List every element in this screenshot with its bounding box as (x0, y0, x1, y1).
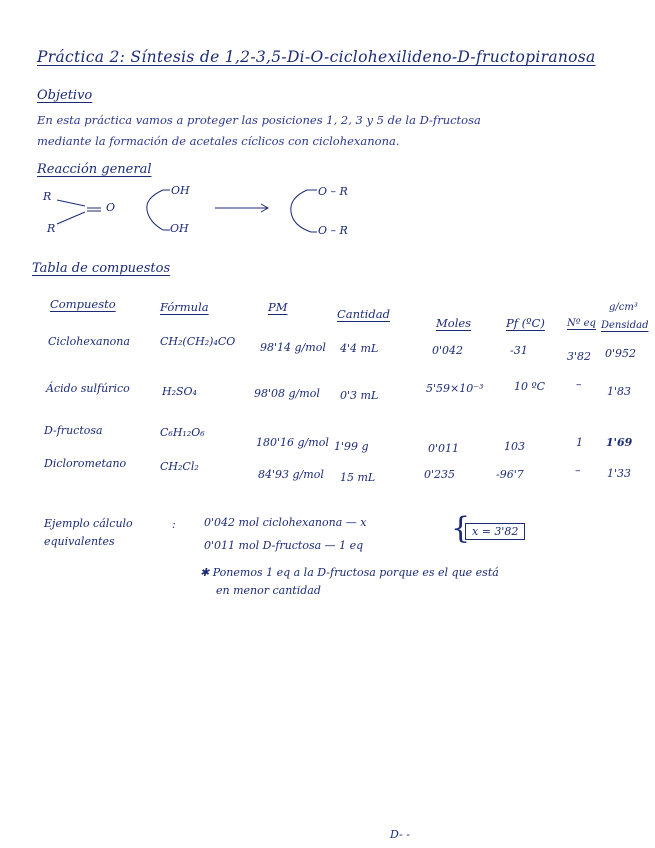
table-row-2-pf: 10 ºC (514, 380, 546, 393)
diol-oh-top: OH (171, 184, 190, 197)
header-moles: Moles (436, 316, 472, 330)
calculo-note-1: ✱ Ponemos 1 eq a la D-fructosa porque es el que está (200, 566, 499, 579)
header-compuesto: Compuesto (50, 297, 116, 311)
reagent-r-bottom: R (47, 222, 56, 235)
diol-oh-bottom: OH (170, 222, 189, 235)
table-row-2-cantidad: 0'3 mL (340, 389, 379, 402)
tabla-heading: Tabla de compuestos (32, 261, 171, 276)
calculo-colon: : (172, 518, 176, 531)
table-row-2-formula: H₂SO₄ (162, 385, 197, 398)
calculo-line-2: 0'011 mol D-fructosa — 1 eq (204, 539, 364, 552)
header-densidad: Densidad (601, 320, 649, 331)
acetal-or-bottom: O – R (318, 224, 348, 237)
acetal-or-top: O – R (318, 185, 348, 198)
reagent-r-top: R (43, 190, 52, 203)
table-row-1-pf: -31 (510, 344, 528, 357)
header-pf: Pf (ºC) (506, 316, 545, 330)
objetivo-line-2: mediante la formación de acetales cíclicos con ciclohexanona. (37, 134, 400, 148)
objetivo-line-1: En esta práctica vamos a proteger las posiciones 1, 2, 3 y 5 de la D-fructosa (37, 113, 481, 127)
footer-fragment: D- - (390, 828, 410, 841)
table-row-3-pm: 180'16 g/mol (256, 436, 329, 449)
table-row-4-moles: 0'235 (424, 468, 456, 481)
table-row-3-formula: C₆H₁₂O₆ (160, 426, 205, 439)
table-row-4-formula: CH₂Cl₂ (160, 460, 199, 473)
calculo-line-1: 0'042 mol ciclohexanona — x (204, 516, 367, 529)
table-row-4-pf: -96'7 (496, 468, 524, 481)
table-row-1-formula: CH₂(CH₂)₄CO (160, 335, 236, 348)
bond-bottom (57, 212, 85, 224)
header-densidad-unit: g/cm³ (609, 302, 638, 313)
table-row-3-pf: 103 (504, 440, 525, 453)
table-row-2-pm: 98'08 g/mol (254, 387, 320, 400)
table-row-1-cantidad: 4'4 mL (340, 342, 379, 355)
table-row-1-densidad: 0'952 (605, 347, 637, 360)
carbonyl-oxygen: O (106, 201, 116, 214)
calculo-label-1: Ejemplo cálculo (44, 517, 133, 530)
table-row-4-compuesto: Diclorometano (44, 457, 127, 470)
diol-chain (147, 190, 163, 230)
table-row-3-moles: 0'011 (428, 442, 460, 455)
reaccion-heading: Reacción general (37, 162, 152, 177)
table-row-3-densidad: 1'69 (606, 436, 633, 449)
header-formula: Fórmula (160, 300, 209, 314)
bond-top (57, 200, 85, 206)
objetivo-heading: Objetivo (37, 88, 93, 103)
brace-icon: { (451, 511, 471, 546)
table-row-1-compuesto: Ciclohexanona (48, 335, 130, 348)
table-row-3-neq: 1 (576, 436, 583, 449)
table-row-1-neq: 3'82 (567, 350, 592, 363)
table-row-1-moles: 0'042 (432, 344, 464, 357)
table-row-3-compuesto: D-fructosa (44, 424, 103, 437)
result-box: x = 3'82 (465, 523, 525, 540)
header-pm: PM (268, 300, 288, 314)
table-row-4-densidad: 1'33 (607, 467, 632, 480)
calculo-note-2: en menor cantidad (216, 584, 321, 597)
acetal-chain (291, 190, 311, 232)
header-cantidad: Cantidad (337, 307, 390, 321)
table-row-2-compuesto: Ácido sulfúrico (46, 382, 130, 395)
table-row-4-neq: – (575, 464, 581, 477)
table-row-2-moles: 5'59×10⁻³ (426, 382, 484, 395)
header-neq: Nº eq (567, 318, 596, 329)
page-title: Práctica 2: Síntesis de 1,2-3,5-Di-O-ciclohexilideno-D-fructopiranosa (37, 48, 596, 66)
table-row-1-pm: 98'14 g/mol (260, 341, 326, 354)
table-row-2-neq: – (576, 378, 582, 391)
table-row-4-pm: 84'93 g/mol (258, 468, 324, 481)
table-row-3-cantidad: 1'99 g (334, 440, 369, 453)
table-row-2-densidad: 1'83 (607, 385, 632, 398)
table-row-4-cantidad: 15 mL (340, 471, 376, 484)
calculo-label-2: equivalentes (44, 535, 115, 548)
